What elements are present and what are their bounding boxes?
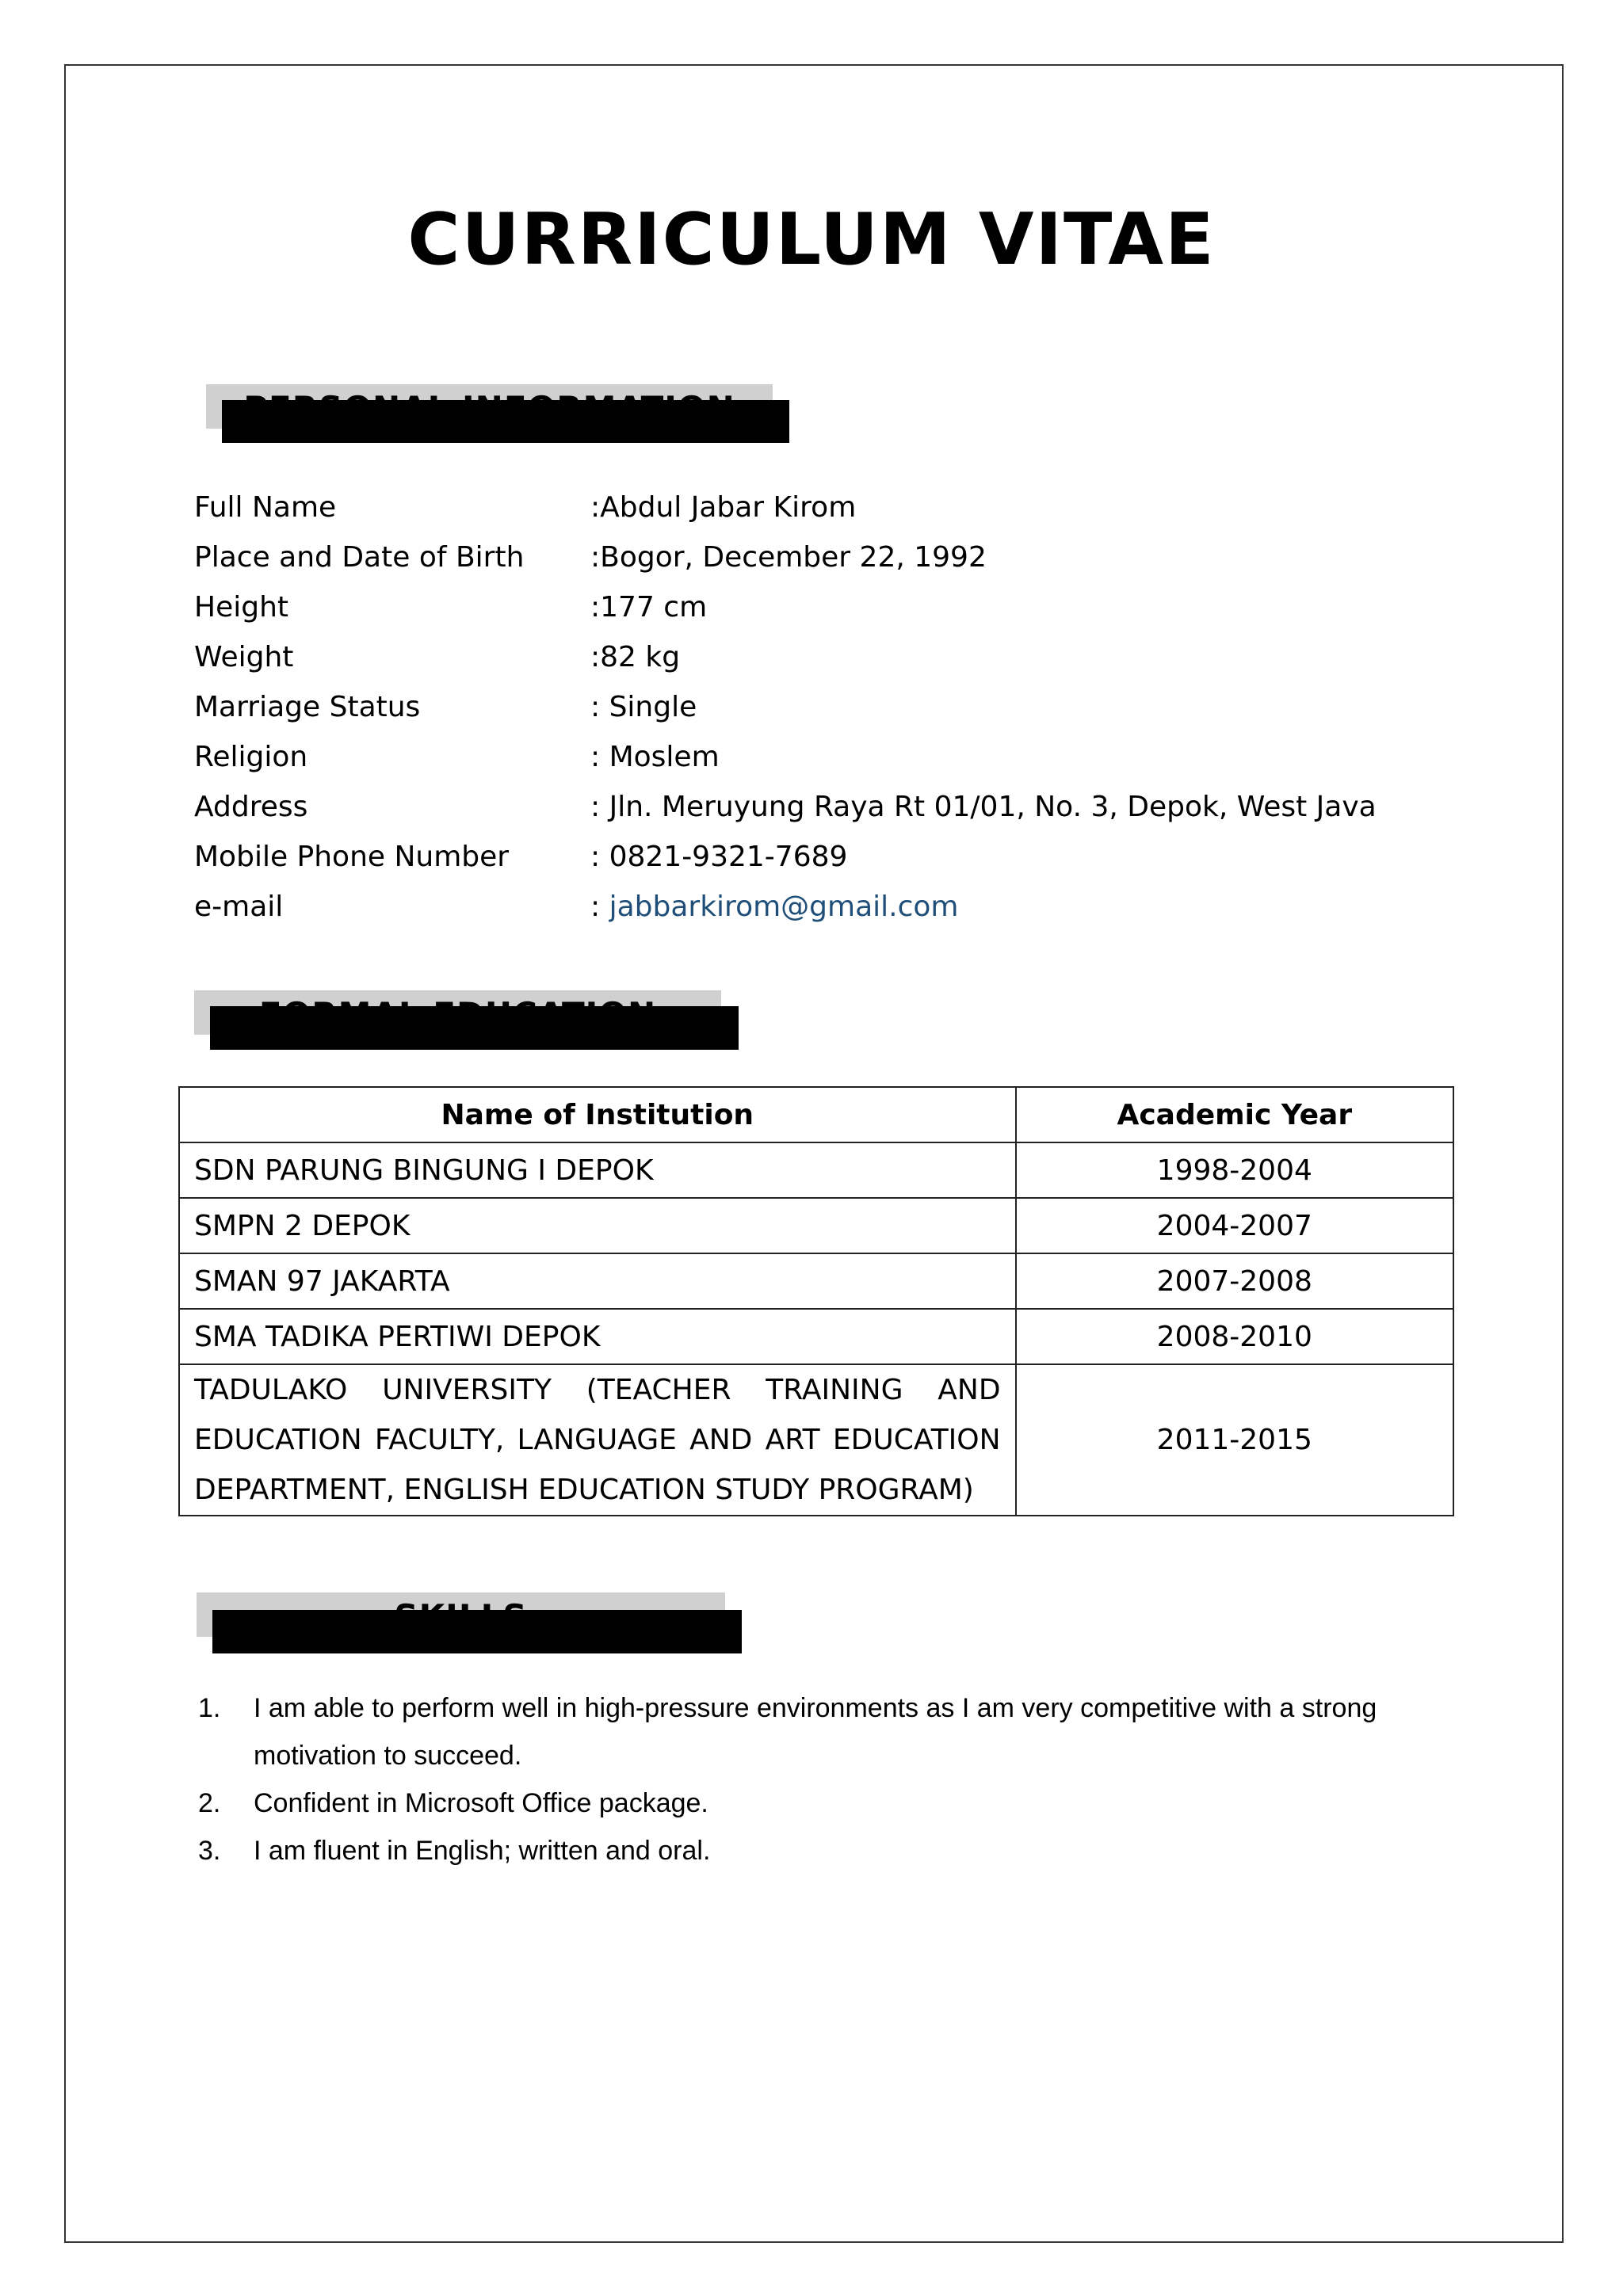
- info-label: e-mail: [194, 891, 284, 923]
- table-row: [179, 1309, 1453, 1364]
- info-value-email: [590, 883, 958, 931]
- list-item: [198, 1684, 1434, 1779]
- table-header-row: [179, 1087, 1453, 1142]
- table-row: [179, 1198, 1453, 1253]
- info-label: Address: [194, 791, 308, 823]
- list-number: 1.: [198, 1693, 221, 1723]
- cell-institution: SMA TADIKA PERTIWI DEPOK: [179, 1309, 1016, 1364]
- info-value: : 0821-9321-7689: [590, 841, 848, 873]
- cell-year: 2011-2015: [1016, 1364, 1453, 1516]
- list-item: [198, 1827, 1434, 1875]
- redaction-bar: [210, 1006, 739, 1050]
- table-row: [179, 1364, 1453, 1516]
- list-number: 2.: [198, 1788, 221, 1818]
- info-value: : Jln. Meruyung Raya Rt 01/01, No. 3, Depok, West Java: [590, 791, 1377, 823]
- info-label: Mobile Phone Number: [194, 841, 510, 873]
- cell-year: 2008-2010: [1016, 1309, 1453, 1364]
- info-value: :177 cm: [590, 591, 708, 624]
- cell-year: 1998-2004: [1016, 1142, 1453, 1198]
- info-label: Marriage Status: [194, 691, 421, 723]
- email-link[interactable]: jabbarkirom@gmail.com: [609, 891, 959, 923]
- column-header-academic-year: Academic Year: [1016, 1087, 1453, 1142]
- column-header-institution: Name of Institution: [179, 1087, 1016, 1142]
- education-table: [178, 1086, 1454, 1516]
- info-value: :Abdul Jabar Kirom: [590, 491, 857, 524]
- info-value: :82 kg: [590, 641, 681, 673]
- table-row: [179, 1142, 1453, 1198]
- list-item: [198, 1779, 1434, 1827]
- email-prefix: :: [590, 891, 609, 923]
- info-label: Religion: [194, 741, 308, 773]
- info-value: : Moslem: [590, 741, 720, 773]
- info-value: : Single: [590, 691, 697, 723]
- info-label: Full Name: [194, 491, 337, 524]
- table-row: [179, 1253, 1453, 1309]
- info-label: Weight: [194, 641, 294, 673]
- redaction-bar: [212, 1610, 742, 1653]
- info-label: Place and Date of Birth: [194, 541, 525, 574]
- list-number: 3.: [198, 1836, 221, 1866]
- list-text: Confident in Microsoft Office package.: [254, 1788, 708, 1818]
- info-value: :Bogor, December 22, 1992: [590, 541, 987, 574]
- list-text: I am fluent in English; written and oral.: [254, 1836, 711, 1866]
- skills-list: [198, 1684, 1434, 1875]
- redaction-bar: [222, 400, 789, 443]
- cell-institution: SDN PARUNG BINGUNG I DEPOK: [179, 1142, 1016, 1198]
- document-title: CURRICULUM VITAE: [407, 198, 1216, 281]
- cell-year: 2004-2007: [1016, 1198, 1453, 1253]
- cell-year: 2007-2008: [1016, 1253, 1453, 1309]
- cell-institution: TADULAKO UNIVERSITY (TEACHER TRAINING AND EDUCATION FACULTY, LANGUAGE AND ART EDUCATION DEPARTMENT, ENGLISH EDUCATION STUDY PROGRAM): [179, 1364, 1016, 1516]
- cell-institution: SMPN 2 DEPOK: [179, 1198, 1016, 1253]
- info-label: Height: [194, 591, 289, 624]
- list-text: I am able to perform well in high-pressure environments as I am very competitive with a strong motivation to succeed.: [254, 1693, 1377, 1771]
- cell-institution: SMAN 97 JAKARTA: [179, 1253, 1016, 1309]
